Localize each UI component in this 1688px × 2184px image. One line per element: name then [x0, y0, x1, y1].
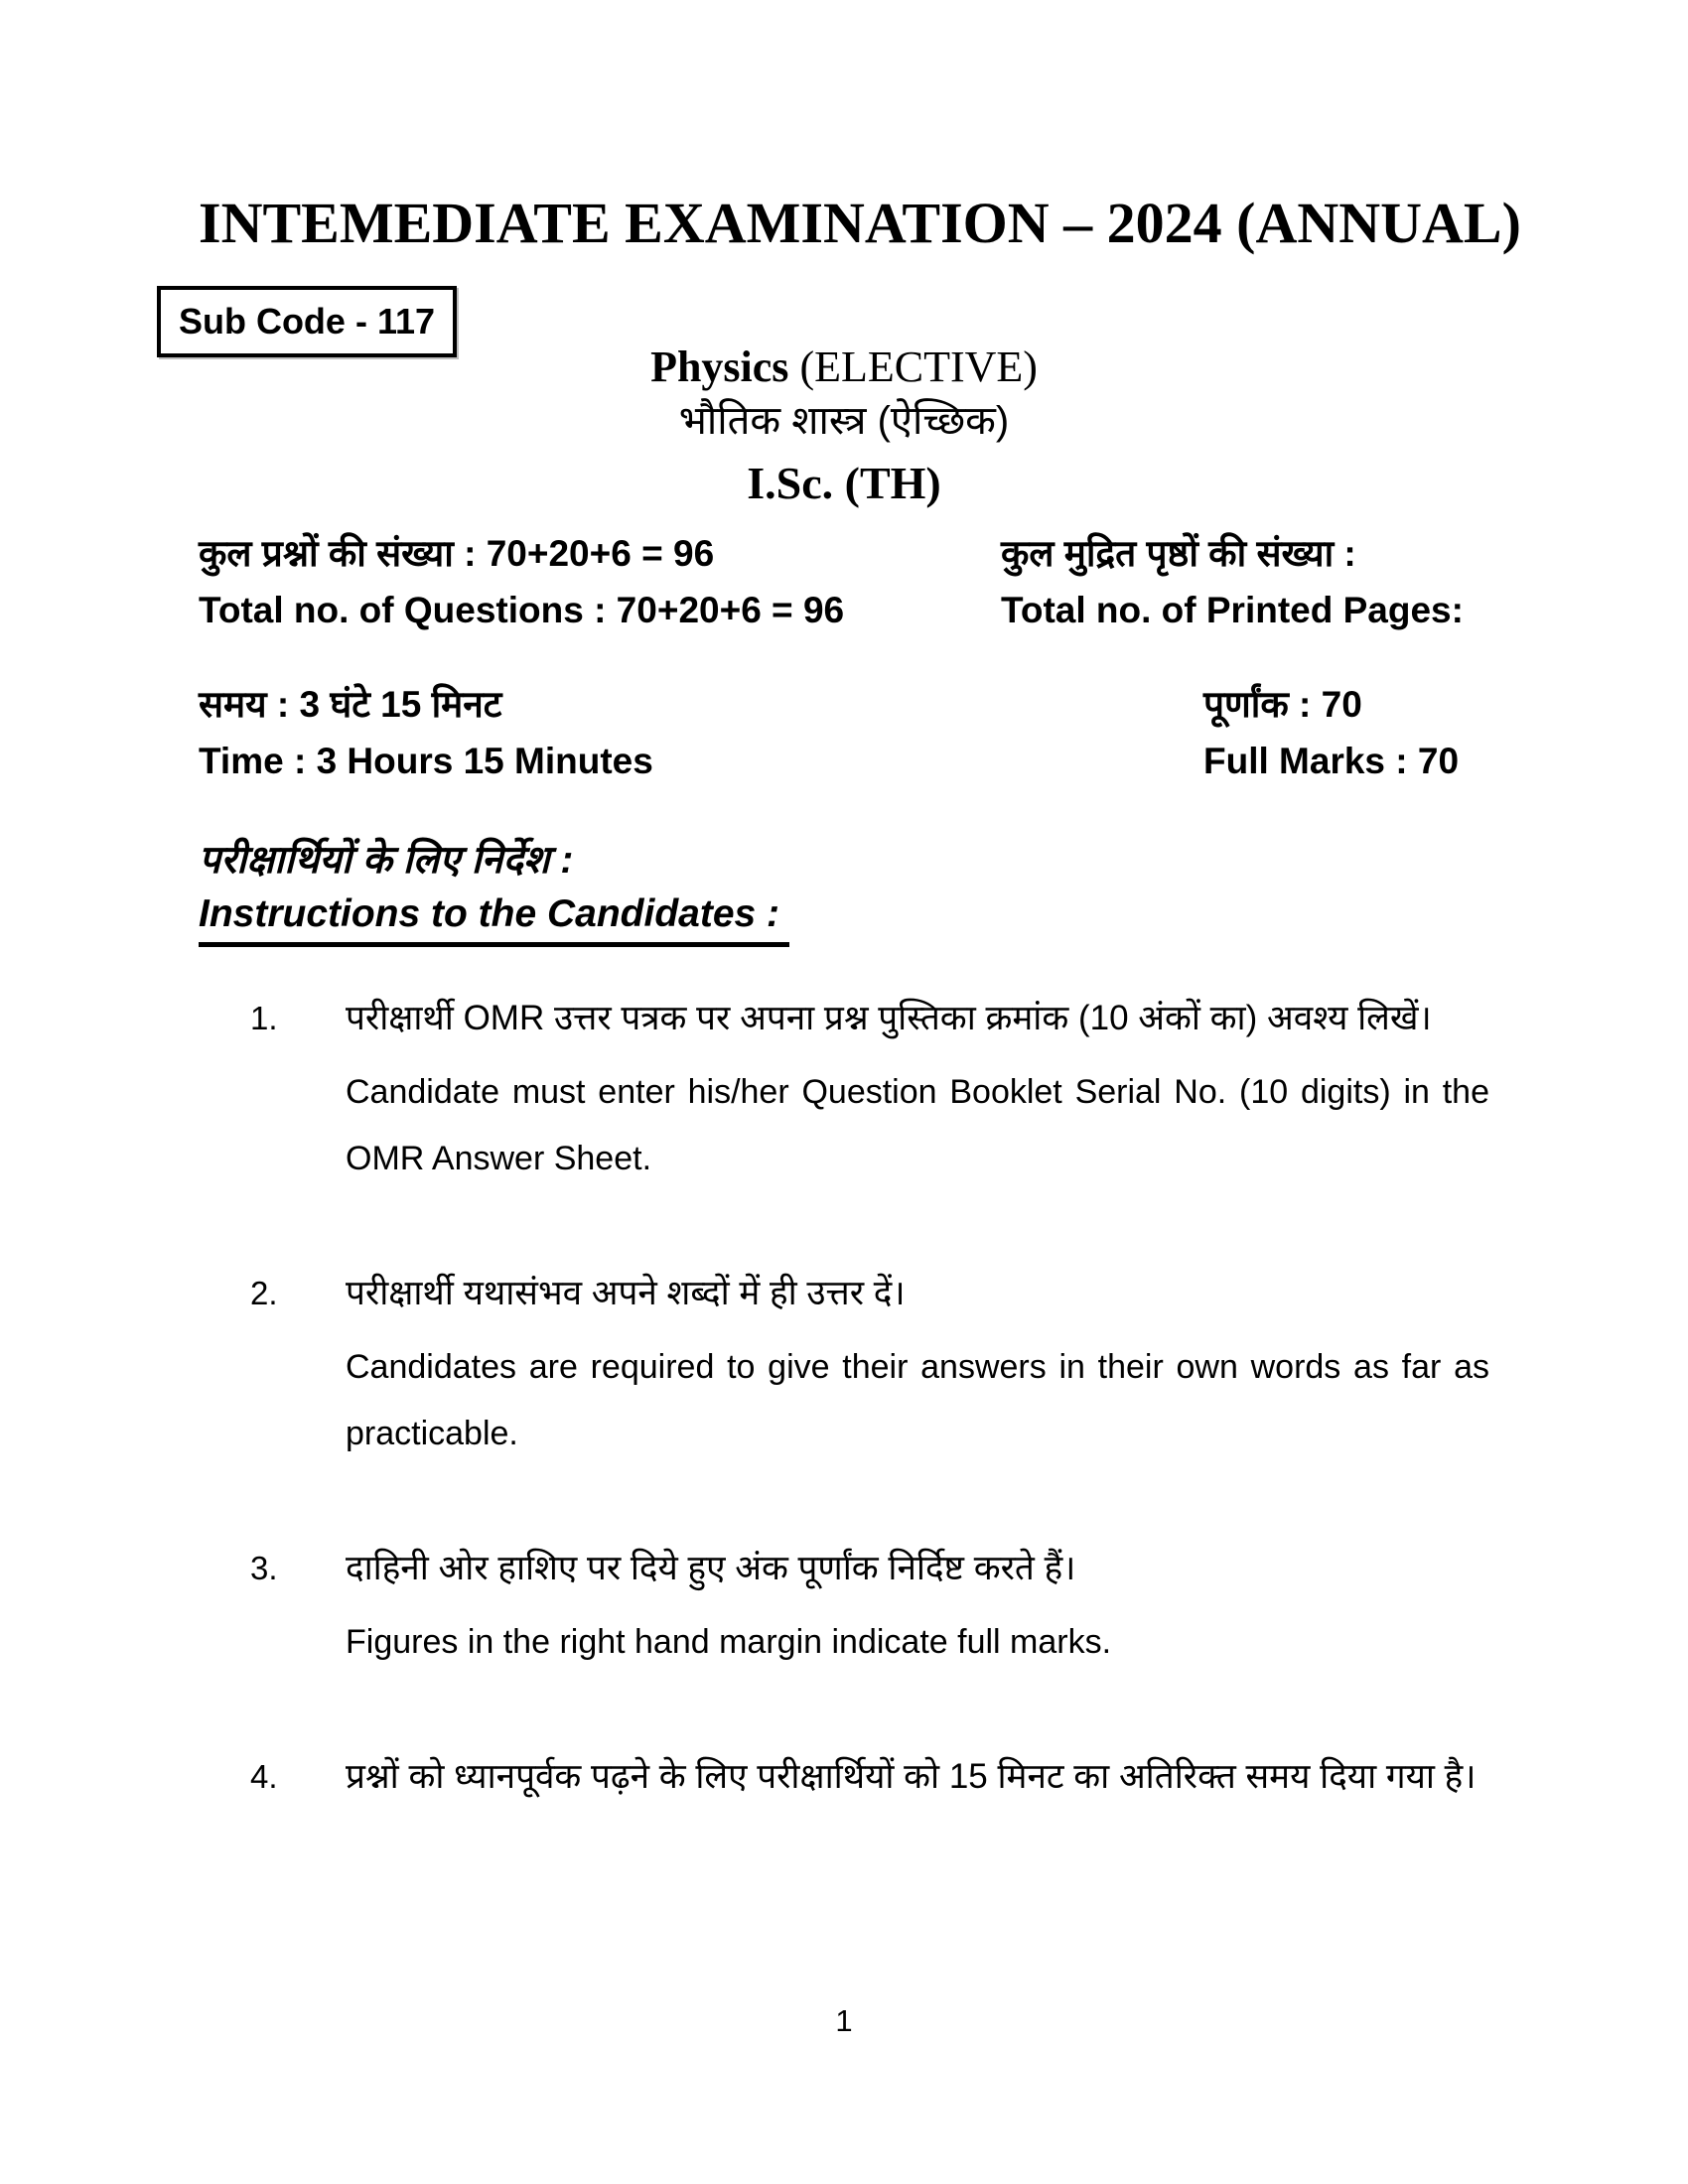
instruction-body	[346, 985, 1489, 1192]
time-english: Time : 3 Hours 15 Minutes	[199, 740, 653, 781]
printed-pages-hindi: कुल मुद्रित पृष्ठों की संख्या :	[1001, 532, 1356, 574]
instruction-item-1	[199, 985, 1489, 1192]
meta-row-questions-pages	[199, 525, 1489, 638]
page-number: 1	[835, 2003, 853, 2038]
instructions-heading-english: Instructions to the Candidates :	[199, 890, 789, 947]
instruction-item-3	[199, 1535, 1489, 1676]
sub-code-box	[157, 286, 457, 357]
total-questions-block	[199, 525, 844, 638]
instructions-heading-hindi: परीक्षार्थियों के लिए निर्देश :	[199, 838, 574, 882]
instruction-text-english: Candidates are required to give their answers in their own words as far as practicable.	[346, 1347, 1489, 1452]
full-marks-hindi: पूर्णांक : 70	[1203, 683, 1362, 725]
page-title: INTEMEDIATE EXAMINATION – 2024 (ANNUAL)	[199, 191, 1521, 255]
printed-pages-block	[1001, 525, 1489, 638]
subject-elective-label: (ELECTIVE)	[788, 341, 1038, 391]
instruction-text-hindi: प्रश्नों को ध्यानपूर्वक पढ़ने के लिए परीक्षार्थियों को 15 मिनट का अतिरिक्त समय दिया गया है।	[346, 1756, 1477, 1796]
subject-title-hindi: भौतिक शास्त्र (ऐच्छिक)	[678, 399, 1010, 444]
total-questions-hindi: कुल प्रश्नों की संख्या : 70+20+6 = 96	[199, 532, 715, 574]
instruction-number: 2.	[250, 1274, 278, 1311]
instruction-body	[346, 1535, 1489, 1676]
instruction-body	[346, 1743, 1489, 1810]
instruction-body	[346, 1260, 1489, 1467]
instructions-list	[199, 985, 1489, 1810]
total-questions-english: Total no. of Questions : 70+20+6 = 96	[199, 589, 845, 630]
instruction-item-4	[199, 1743, 1489, 1810]
time-block	[199, 676, 653, 789]
full-marks-block	[1203, 676, 1489, 789]
instruction-number: 4.	[250, 1757, 278, 1795]
instruction-text-hindi: परीक्षार्थी OMR उत्तर पत्रक पर अपना प्रश्न पुस्तिका क्रमांक (10 अंकों का) अवश्य लिखें।	[346, 998, 1432, 1037]
meta-row-time-marks	[199, 676, 1489, 789]
instruction-number: 1.	[250, 999, 278, 1036]
instruction-text-hindi: दाहिनी ओर हाशिए पर दिये हुए अंक पूर्णांक निर्दिष्ट करते हैं।	[346, 1548, 1076, 1587]
instruction-text-hindi: परीक्षार्थी यथासंभव अपने शब्दों में ही उत्तर दें।	[346, 1273, 906, 1312]
subject-name: Physics	[650, 341, 789, 391]
full-marks-english: Full Marks : 70	[1203, 740, 1460, 781]
instruction-text-english: Candidate must enter his/her Question Booklet Serial No. (10 digits) in the OMR Answer Sheet.	[346, 1072, 1489, 1177]
instruction-item-2	[199, 1260, 1489, 1467]
course-name: I.Sc. (TH)	[747, 458, 941, 509]
instructions-heading	[199, 831, 1489, 947]
instruction-number: 3.	[250, 1549, 278, 1586]
printed-pages-english: Total no. of Printed Pages:	[1001, 589, 1464, 630]
sub-code-label: Sub Code - 117	[178, 301, 436, 341]
time-hindi: समय : 3 घंटे 15 मिनट	[199, 683, 502, 725]
instruction-text-english: Figures in the right hand margin indicate full marks.	[346, 1622, 1112, 1661]
